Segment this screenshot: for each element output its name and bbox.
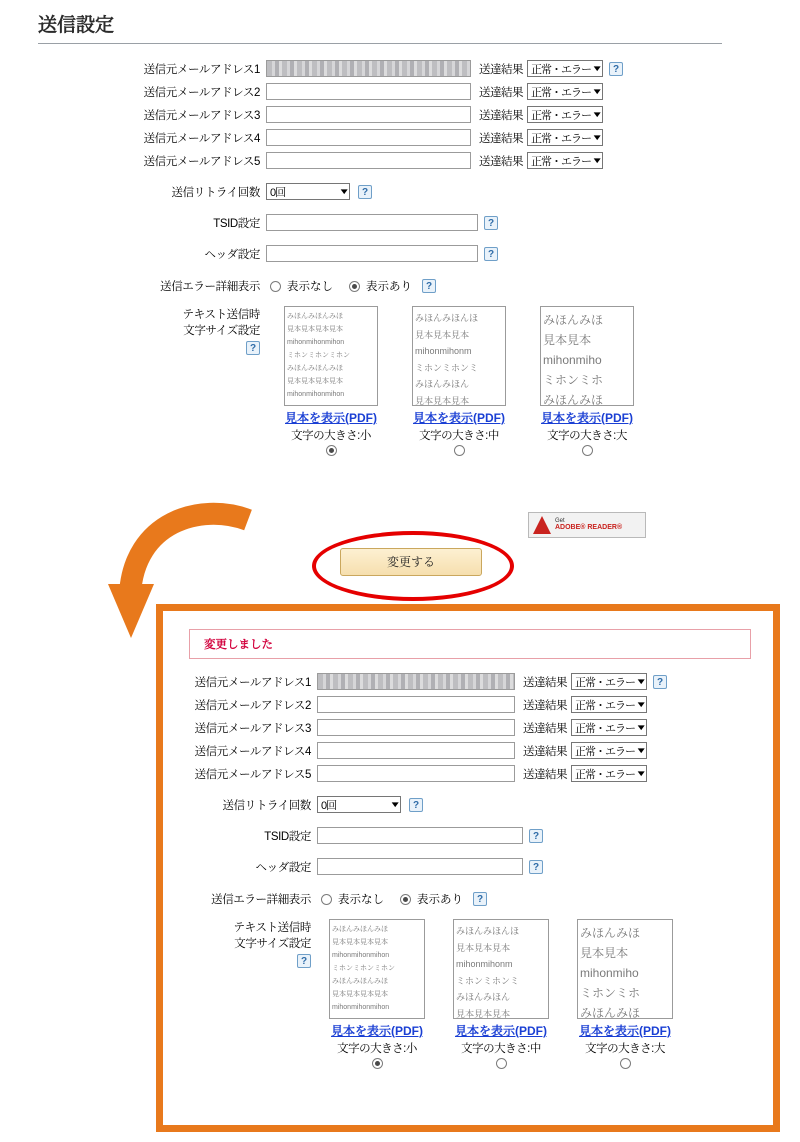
- send-result-label-2: 送達結果: [479, 86, 523, 99]
- sample-small: [284, 306, 378, 458]
- radio-display[interactable]: [349, 281, 360, 292]
- sample-line: 見本見本見本: [415, 395, 470, 406]
- sample-line: 見本見本見本見本: [287, 326, 343, 333]
- from-address-input-5[interactable]: [266, 152, 471, 169]
- adobe-badge-line2: ADOBE® READER®: [555, 524, 623, 532]
- result-send-result-label-4: 送達結果: [523, 745, 567, 758]
- from-address-row-2: [0, 83, 800, 100]
- result-from-address-label-3: 送信元メールアドレス3: [194, 722, 311, 735]
- result-send-result-select-1[interactable]: [571, 673, 647, 690]
- result-pdf-preview-link-medium[interactable]: 見本を表示(PDF): [455, 1024, 547, 1038]
- chevron-down-icon: ▼: [635, 677, 646, 686]
- sample-line: みほんみほんみほ: [332, 978, 388, 985]
- submit-button[interactable]: 変更する: [340, 548, 482, 576]
- result-retry-select[interactable]: [317, 796, 401, 813]
- sample-radio-medium[interactable]: [454, 445, 465, 456]
- result-from-address-input-1[interactable]: [317, 673, 515, 690]
- result-pdf-preview-link-large[interactable]: 見本を表示(PDF): [579, 1024, 671, 1038]
- sample-line: ミホンミホ: [543, 373, 604, 387]
- result-error-detail-row: [163, 891, 773, 907]
- masked-value: [267, 61, 470, 76]
- result-notice: 変更しました: [189, 629, 751, 659]
- radio-no-display[interactable]: [270, 281, 281, 292]
- result-send-result-value-2: 正常・エラー: [575, 699, 635, 712]
- sample-line: みほんみほんみほ: [332, 926, 388, 933]
- sample-line: ミホンミホンミ: [415, 362, 479, 373]
- sample-line: みほんみほん: [456, 992, 511, 1002]
- result-send-result-label-1: 送達結果: [523, 676, 567, 689]
- header-input[interactable]: [266, 245, 478, 262]
- send-result-select-2[interactable]: [527, 83, 603, 100]
- adobe-badge-text: [555, 518, 622, 532]
- result-send-result-value-4: 正常・エラー: [575, 745, 635, 758]
- pdf-preview-link-medium[interactable]: 見本を表示(PDF): [413, 411, 505, 425]
- result-radio-no-display-label: 表示なし: [338, 894, 384, 906]
- sample-line: みほんみほ: [580, 1006, 641, 1019]
- sample-large: [540, 306, 634, 458]
- radio-display-label: 表示あり: [366, 281, 412, 293]
- send-result-label-1: 送達結果: [479, 63, 523, 76]
- sample-caption-small: 文字の大きさ:小: [291, 430, 371, 442]
- result-help-icon-error-detail[interactable]: ?: [473, 892, 487, 906]
- sample-line: みほんみほん: [415, 379, 470, 389]
- chevron-down-icon: ▼: [591, 156, 602, 165]
- send-result-value-3: 正常・エラー: [531, 109, 591, 122]
- result-header-label: ヘッダ設定: [255, 861, 311, 874]
- chevron-down-icon: ▼: [389, 800, 400, 809]
- error-detail-label: 送信エラー詳細表示: [160, 281, 260, 293]
- text-size-row: [0, 306, 800, 458]
- result-send-result-select-4[interactable]: [571, 742, 647, 759]
- from-address-label-1: 送信元メールアドレス1: [143, 63, 260, 76]
- result-tsid-input[interactable]: [317, 827, 523, 844]
- result-sample-large: [577, 919, 673, 1071]
- chevron-down-icon: ▼: [635, 746, 646, 755]
- result-from-address-row-3: [163, 719, 773, 736]
- result-help-icon-retry[interactable]: ?: [409, 798, 423, 812]
- result-text-size-row: [163, 919, 773, 1071]
- adobe-reader-badge[interactable]: [528, 512, 646, 538]
- help-icon-tsid[interactable]: ?: [484, 216, 498, 230]
- result-text-size-label-line2: 文字サイズ設定: [234, 938, 311, 950]
- result-radio-no-display[interactable]: [321, 894, 332, 905]
- from-address-row-4: [0, 129, 800, 146]
- retry-label: 送信リトライ回数: [171, 186, 260, 199]
- send-result-select-3[interactable]: [527, 106, 603, 123]
- result-send-result-label-3: 送達結果: [523, 722, 567, 735]
- from-address-row-5: [0, 152, 800, 169]
- result-from-address-label-5: 送信元メールアドレス5: [194, 768, 311, 781]
- sample-radio-small[interactable]: [326, 445, 337, 456]
- result-sample-radio-large[interactable]: [620, 1058, 631, 1069]
- sample-preview-small: [284, 306, 378, 406]
- chevron-down-icon: ▼: [591, 133, 602, 142]
- result-from-address-label-2: 送信元メールアドレス2: [194, 699, 311, 712]
- send-result-select-1[interactable]: [527, 60, 603, 77]
- sample-line: mihonmihonmihon: [287, 391, 345, 398]
- result-send-result-value-3: 正常・エラー: [575, 722, 635, 735]
- send-result-value-5: 正常・エラー: [531, 155, 591, 168]
- result-send-result-select-2[interactable]: [571, 696, 647, 713]
- sample-radio-large[interactable]: [582, 445, 593, 456]
- result-panel: [156, 604, 780, 1132]
- sample-line: mihonmihonm: [415, 346, 472, 356]
- chevron-down-icon: ▼: [591, 64, 602, 73]
- result-from-address-input-3[interactable]: [317, 719, 515, 736]
- result-retry-row: [163, 796, 773, 813]
- sample-line: みほんみほんみほ: [287, 365, 343, 372]
- sample-line: みほんみほんほ: [456, 926, 520, 936]
- result-from-address-row-5: [163, 765, 773, 782]
- from-address-input-2[interactable]: [266, 83, 471, 100]
- sample-line: ミホンミホンミ: [456, 975, 520, 986]
- sample-preview-medium: [412, 306, 506, 406]
- help-icon-text-size[interactable]: ?: [246, 341, 260, 355]
- result-form: [163, 659, 773, 1071]
- result-from-address-input-2[interactable]: [317, 696, 515, 713]
- from-address-label-5: 送信元メールアドレス5: [143, 155, 260, 168]
- help-icon-retry[interactable]: ?: [358, 185, 372, 199]
- sample-line: 見本見本見本見本: [332, 939, 388, 946]
- result-from-address-row-2: [163, 696, 773, 713]
- result-help-icon-send-result[interactable]: ?: [653, 675, 667, 689]
- sample-preview-large: [540, 306, 634, 406]
- sample-group: [284, 306, 634, 458]
- from-address-input-4[interactable]: [266, 129, 471, 146]
- send-settings-form: [0, 44, 800, 569]
- sample-caption-medium: 文字の大きさ:中: [419, 430, 499, 442]
- help-icon-header[interactable]: ?: [484, 247, 498, 261]
- from-address-row-1: [0, 60, 800, 77]
- radio-no-display-label: 表示なし: [287, 281, 333, 293]
- result-sample-caption-medium: 文字の大きさ:中: [461, 1043, 541, 1055]
- result-send-result-label-2: 送達結果: [523, 699, 567, 712]
- result-tsid-label: TSID設定: [264, 830, 311, 843]
- chevron-down-icon: ▼: [591, 110, 602, 119]
- sample-line: みほんみほ: [543, 313, 604, 327]
- result-send-result-select-3[interactable]: [571, 719, 647, 736]
- send-result-value-2: 正常・エラー: [531, 86, 591, 99]
- result-sample-preview-large: [577, 919, 673, 1019]
- result-send-result-label-5: 送達結果: [523, 768, 567, 781]
- from-address-label-4: 送信元メールアドレス4: [143, 132, 260, 145]
- sample-line: ミホンミホンミホン: [287, 352, 350, 359]
- result-text-size-label-block: [163, 919, 311, 968]
- text-size-label-line2: 文字サイズ設定: [183, 325, 260, 337]
- masked-value: [318, 674, 514, 689]
- sample-line: みほんみほんみほ: [287, 313, 343, 320]
- result-header-input[interactable]: [317, 858, 523, 875]
- result-sample-radio-medium[interactable]: [496, 1058, 507, 1069]
- result-from-address-label-1: 送信元メールアドレス1: [194, 676, 311, 689]
- send-result-label-4: 送達結果: [479, 132, 523, 145]
- chevron-down-icon: ▼: [338, 187, 349, 196]
- from-address-label-2: 送信元メールアドレス2: [143, 86, 260, 99]
- result-header-row: [163, 858, 773, 875]
- sample-line: みほんみほんほ: [415, 313, 479, 323]
- sample-medium: [412, 306, 506, 458]
- sample-line: mihonmihonm: [456, 959, 513, 969]
- from-address-input-1[interactable]: [266, 60, 471, 77]
- result-from-address-input-5[interactable]: [317, 765, 515, 782]
- result-send-result-value-1: 正常・エラー: [575, 676, 635, 689]
- result-tsid-row: [163, 827, 773, 844]
- from-address-row-3: [0, 106, 800, 123]
- result-send-result-value-5: 正常・エラー: [575, 768, 635, 781]
- result-from-address-row-4: [163, 742, 773, 759]
- result-sample-preview-medium: [453, 919, 549, 1019]
- sample-line: みほんみほ: [580, 926, 641, 940]
- chevron-down-icon: ▼: [635, 769, 646, 778]
- sample-line: 見本見本見本見本: [287, 378, 343, 385]
- send-result-value-4: 正常・エラー: [531, 132, 591, 145]
- result-help-icon-tsid[interactable]: ?: [529, 829, 543, 843]
- result-retry-label: 送信リトライ回数: [222, 799, 311, 812]
- page-title-text: 送信設定: [38, 15, 115, 36]
- text-size-label-line1: テキスト送信時: [182, 309, 260, 321]
- result-from-address-input-4[interactable]: [317, 742, 515, 759]
- send-result-label-5: 送達結果: [479, 155, 523, 168]
- result-help-icon-header[interactable]: ?: [529, 860, 543, 874]
- result-radio-display[interactable]: [400, 894, 411, 905]
- page-title: [0, 0, 800, 44]
- result-sample-caption-small: 文字の大きさ:小: [337, 1043, 417, 1055]
- tsid-input[interactable]: [266, 214, 478, 231]
- sample-line: 見本見本見本: [456, 942, 511, 953]
- sample-line: 見本見本見本: [456, 1008, 511, 1019]
- result-sample-small: [329, 919, 425, 1071]
- sample-line: 見本見本見本見本: [332, 991, 388, 998]
- result-help-icon-text-size[interactable]: ?: [297, 954, 311, 968]
- sample-line: 見本見本: [543, 333, 592, 347]
- retry-row: [0, 183, 800, 200]
- sample-line: ミホンミホンミホン: [332, 965, 395, 972]
- sample-line: mihonmiho: [580, 966, 639, 980]
- from-address-label-3: 送信元メールアドレス3: [143, 109, 260, 122]
- pdf-icon: [533, 516, 551, 534]
- retry-select[interactable]: [266, 183, 350, 200]
- pdf-preview-link-small[interactable]: 見本を表示(PDF): [285, 411, 377, 425]
- result-sample-caption-large: 文字の大きさ:大: [585, 1043, 665, 1055]
- submit-area: [340, 548, 482, 576]
- chevron-down-icon: ▼: [635, 700, 646, 709]
- text-size-label-block: [0, 306, 260, 355]
- sample-line: mihonmiho: [543, 353, 602, 367]
- result-from-address-label-4: 送信元メールアドレス4: [194, 745, 311, 758]
- result-sample-radio-small[interactable]: [372, 1058, 383, 1069]
- send-result-label-3: 送達結果: [479, 109, 523, 122]
- error-detail-row: [0, 278, 800, 294]
- sample-line: ミホンミホ: [580, 986, 641, 1000]
- help-icon-send-result[interactable]: ?: [609, 62, 623, 76]
- result-radio-display-label: 表示あり: [417, 894, 463, 906]
- send-result-select-5[interactable]: [527, 152, 603, 169]
- tsid-row: [0, 214, 800, 231]
- header-row: [0, 245, 800, 262]
- result-pdf-preview-link-small[interactable]: 見本を表示(PDF): [331, 1024, 423, 1038]
- send-result-select-4[interactable]: [527, 129, 603, 146]
- result-sample-group: [329, 919, 673, 1071]
- tsid-label: TSID設定: [213, 217, 260, 230]
- adobe-badge-line1: Get: [555, 517, 565, 524]
- result-retry-value: 0回: [321, 799, 337, 812]
- sample-line: 見本見本見本: [415, 329, 470, 340]
- header-label: ヘッダ設定: [204, 248, 260, 261]
- sample-line: 見本見本: [580, 946, 629, 960]
- result-text-size-label-line1: テキスト送信時: [233, 922, 311, 934]
- result-send-result-select-5[interactable]: [571, 765, 647, 782]
- sample-line: みほんみほ: [543, 393, 604, 406]
- send-result-value-1: 正常・エラー: [531, 63, 591, 76]
- chevron-down-icon: ▼: [591, 87, 602, 96]
- sample-line: mihonmihonmihon: [332, 952, 390, 959]
- help-icon-error-detail[interactable]: ?: [422, 279, 436, 293]
- sample-line: mihonmihonmihon: [287, 339, 345, 346]
- result-error-detail-label: 送信エラー詳細表示: [211, 894, 311, 906]
- result-sample-preview-small: [329, 919, 425, 1019]
- result-from-address-row-1: [163, 673, 773, 690]
- retry-value: 0回: [270, 186, 286, 199]
- chevron-down-icon: ▼: [635, 723, 646, 732]
- sample-line: mihonmihonmihon: [332, 1004, 390, 1011]
- result-sample-medium: [453, 919, 549, 1071]
- pdf-preview-link-large[interactable]: 見本を表示(PDF): [541, 411, 633, 425]
- from-address-input-3[interactable]: [266, 106, 471, 123]
- sample-caption-large: 文字の大きさ:大: [547, 430, 627, 442]
